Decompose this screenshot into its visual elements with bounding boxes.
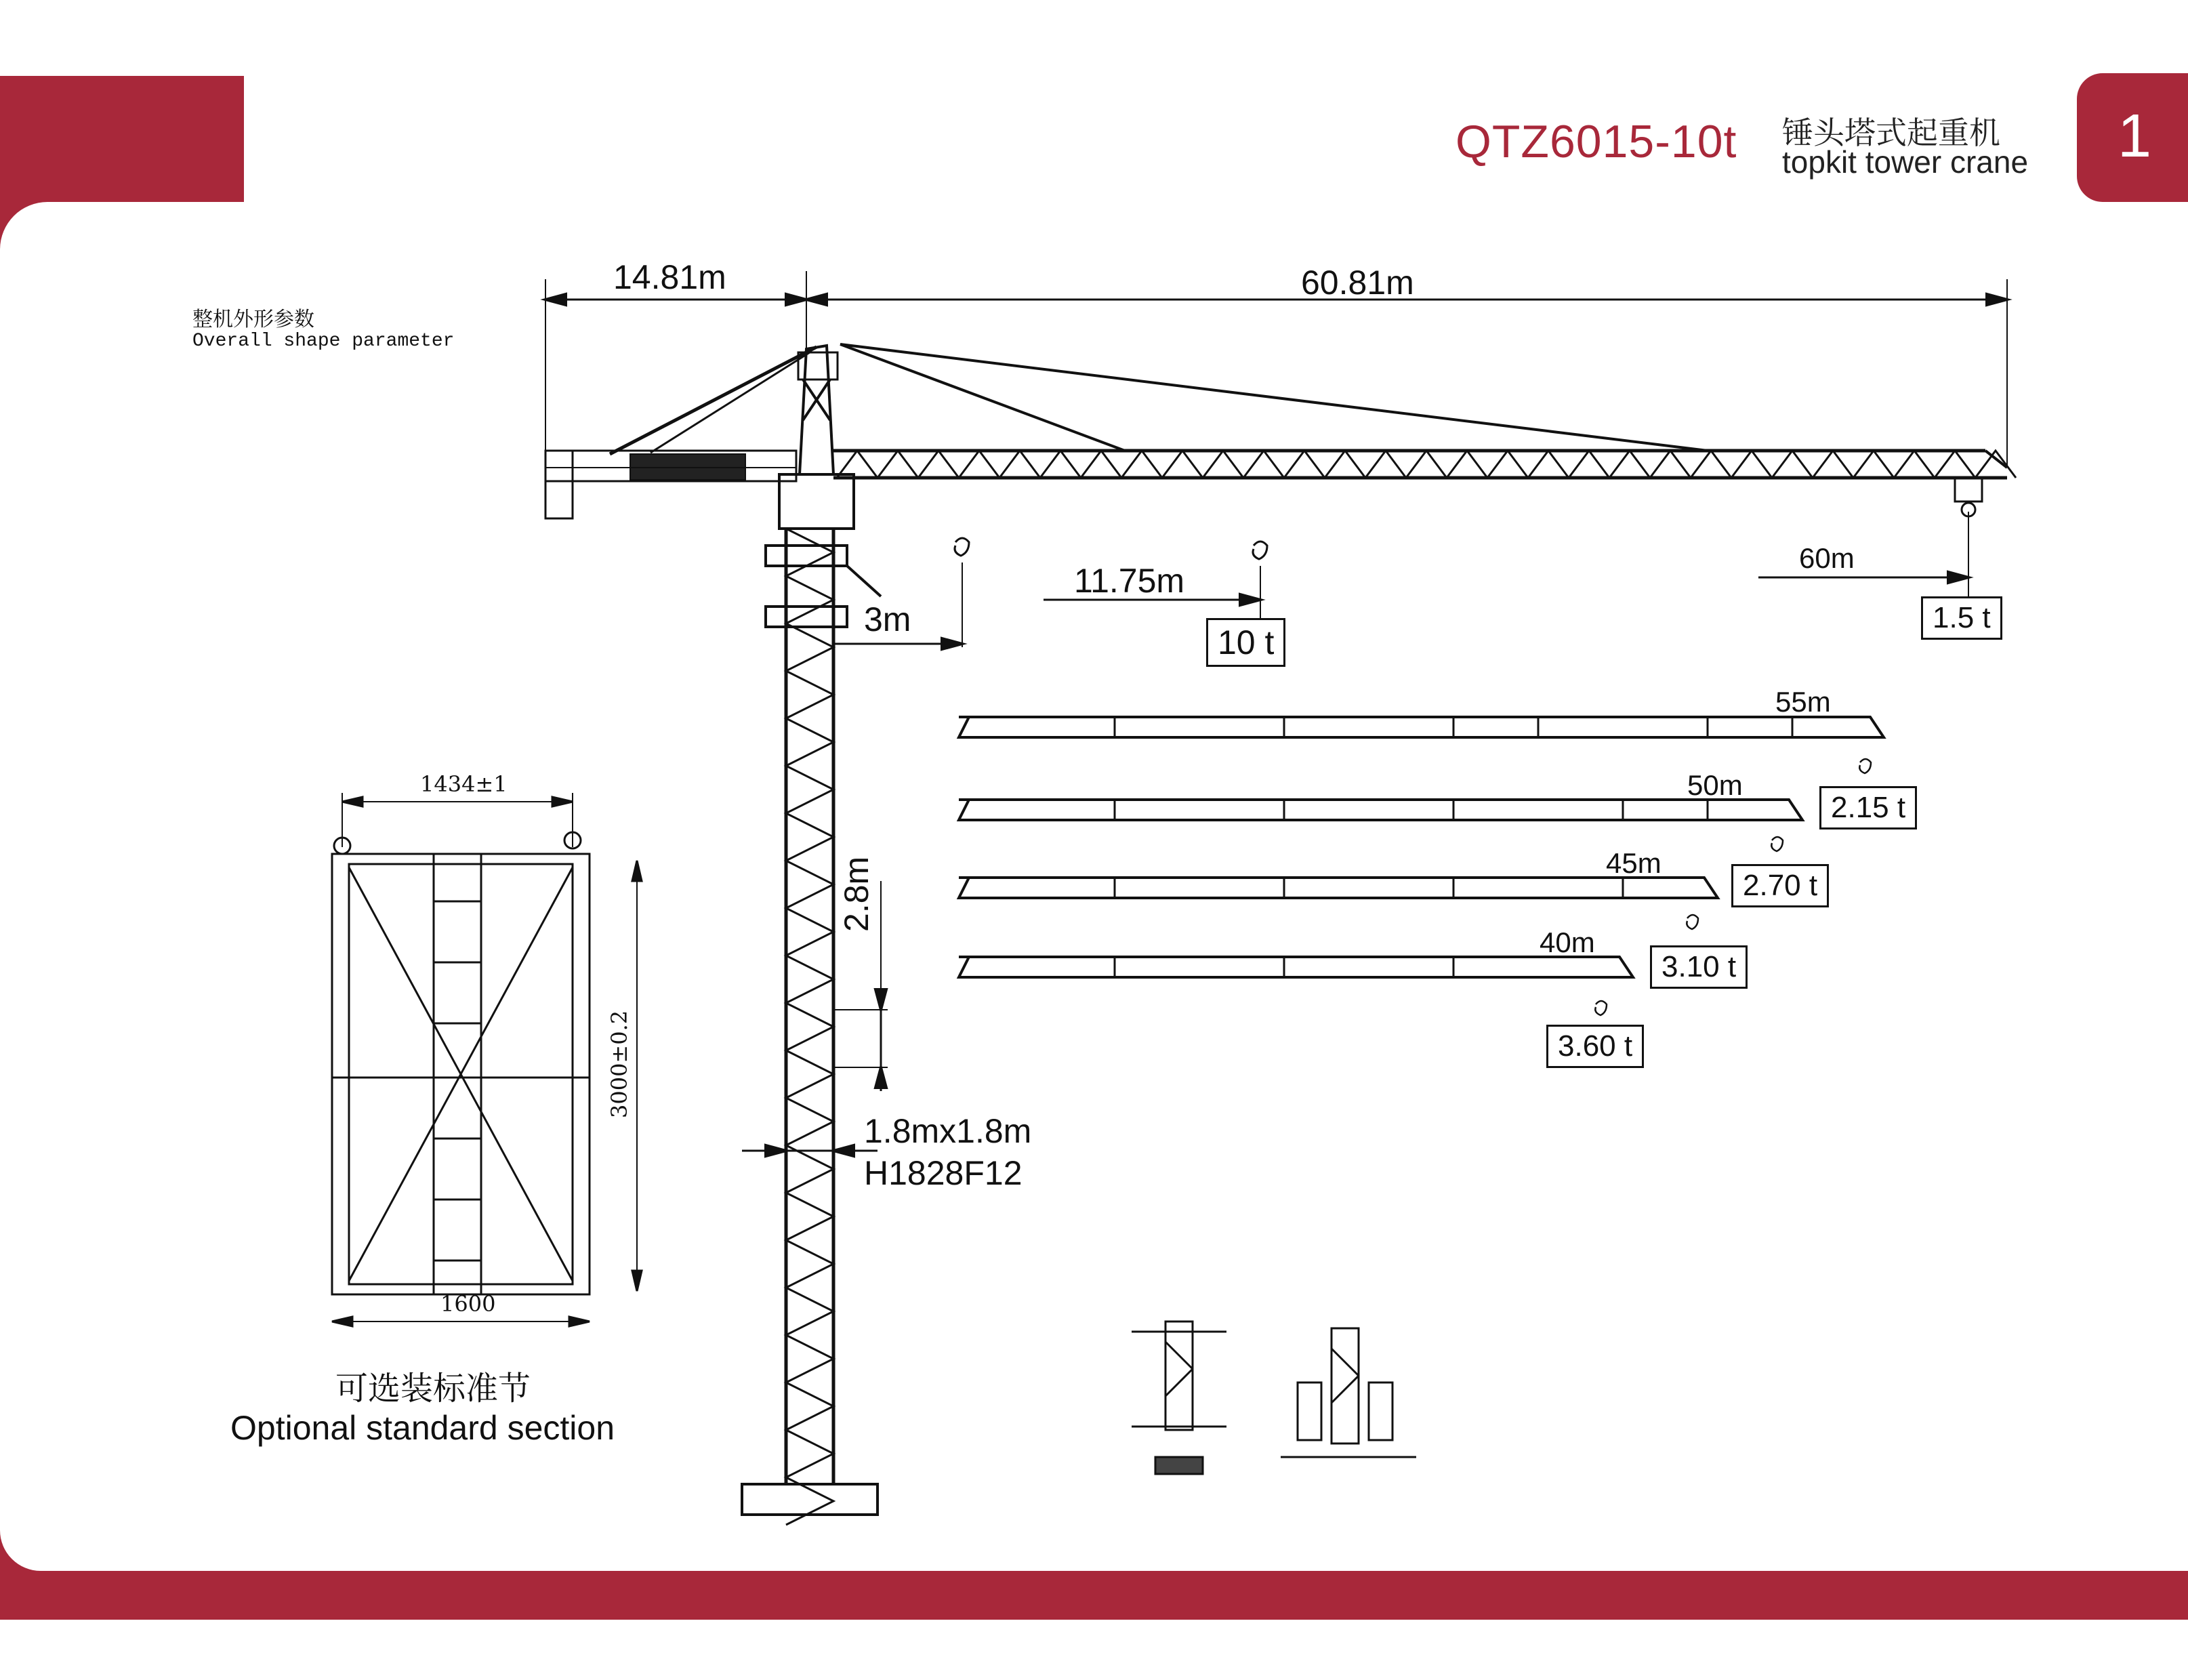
section-title-english: Overall shape parameter: [192, 331, 455, 352]
jib-config-length: 50m: [1687, 769, 1743, 801]
section-height-label: 3000±0.2: [606, 1010, 632, 1118]
section-height: 2.8m: [838, 856, 875, 932]
counter-jib-length: 14.81m: [613, 258, 726, 296]
section-width-top: 1434±1: [420, 771, 508, 797]
mast-size: 1.8mx1.8m: [864, 1112, 1032, 1150]
jib-length: 60.81m: [1301, 264, 1414, 302]
page-number: 1: [2118, 102, 2152, 170]
max-load-box: 10 t: [1206, 618, 1285, 667]
section-title-chinese: 整机外形参数: [192, 308, 314, 331]
optional-section-caption-zh: 可选装标准节: [335, 1370, 531, 1408]
jib-config-length: 40m: [1540, 926, 1595, 958]
mast-code: H1828F12: [864, 1154, 1023, 1192]
max-load-radius: 11.75m: [1074, 562, 1185, 600]
title-chinese: 锤头塔式起重机: [1782, 115, 2000, 151]
title-english: topkit tower crane: [1782, 144, 2029, 180]
jib-config-length: 45m: [1606, 847, 1661, 879]
jib-config-length: 55m: [1775, 686, 1831, 718]
section-width-bottom: 1600: [440, 1291, 496, 1317]
jib-config-load: 2.15 t: [1819, 786, 1917, 829]
jib-config-load: 3.10 t: [1650, 945, 1748, 989]
tip-load-box: 1.5 t: [1921, 596, 2002, 640]
jib-config-load: 3.60 t: [1546, 1025, 1644, 1068]
model-number: QTZ6015-10t: [1456, 116, 1737, 167]
jib-config-load: 2.70 t: [1731, 864, 1829, 907]
optional-section-caption-en: Optional standard section: [230, 1409, 615, 1447]
tip-radius: 60m: [1799, 542, 1855, 574]
hook-offset: 3m: [864, 600, 911, 638]
